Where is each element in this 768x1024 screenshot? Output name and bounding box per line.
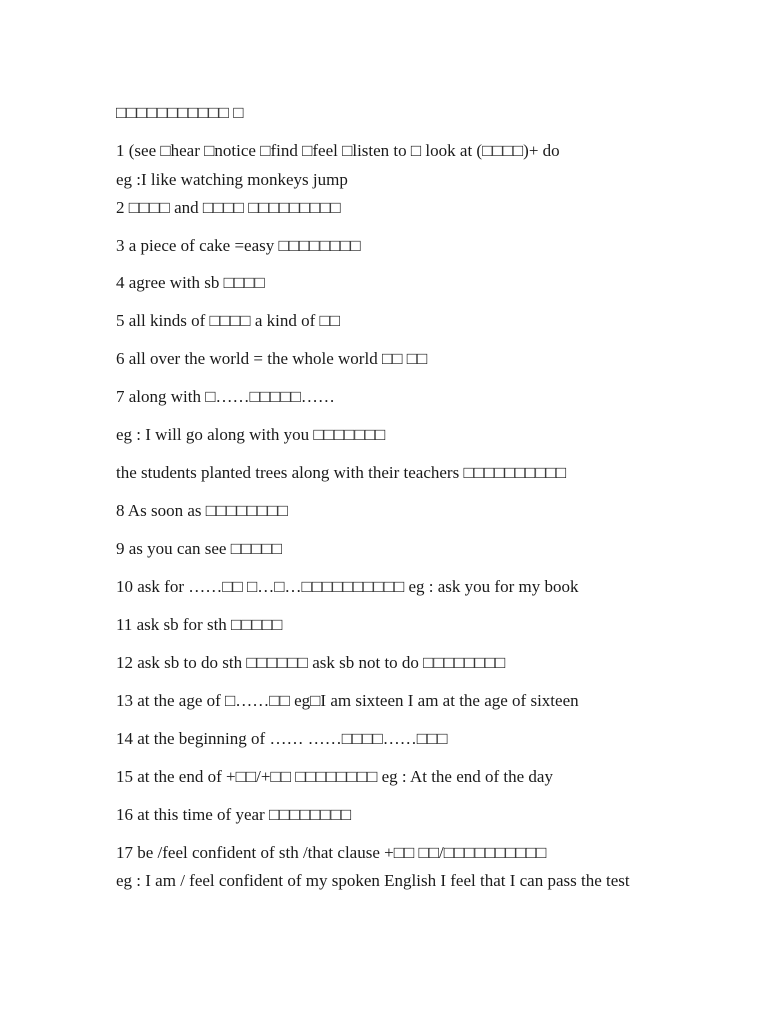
text-line: 16 at this time of year □□□□□□□□ (116, 805, 352, 824)
text-line: 12 ask sb to do sth □□□□□□ ask sb not to do □□□□□□□□ (116, 653, 506, 672)
text-line: 1 (see □hear □notice □find □feel □listen to □ look at (□□□□)+ do (116, 141, 560, 160)
text-line: 14 at the beginning of …… ……□□□□……□□□ (116, 729, 448, 748)
text-line: 11 ask sb for sth □□□□□ (116, 615, 283, 634)
text-line: 10 ask for ……□□ □…□…□□□□□□□□□□ eg : ask you for my book (116, 577, 579, 596)
text-line: 9 as you can see □□□□□ (116, 539, 283, 558)
text-line: 3 a piece of cake =easy □□□□□□□□ (116, 236, 361, 255)
text-line: 5 all kinds of □□□□ a kind of □□ (116, 311, 341, 330)
text-line: 13 at the age of □……□□ eg□I am sixteen I am at the age of sixteen (116, 691, 579, 710)
text-line: 6 all over the world = the whole world □□ □□ (116, 349, 428, 368)
text-line: 7 along with □……□□□□□…… (116, 387, 335, 406)
text-line: eg : I will go along with you □□□□□□□ (116, 425, 386, 444)
text-line: 17 be /feel confident of sth /that clause +□□ □□/□□□□□□□□□□ (116, 843, 547, 862)
text-line: 4 agree with sb □□□□ (116, 273, 265, 292)
text-line: eg : I am / feel confident of my spoken English I feel that I can pass the test (116, 871, 630, 890)
text-line: eg :I like watching monkeys jump (116, 170, 348, 189)
text-line: the students planted trees along with their teachers □□□□□□□□□□ (116, 463, 567, 482)
document-title: □□□□□□□□□□□ □ (116, 103, 244, 122)
text-line: 8 As soon as □□□□□□□□ (116, 501, 288, 520)
text-line: 2 □□□□ and □□□□ □□□□□□□□□ (116, 198, 341, 217)
text-line: 15 at the end of +□□/+□□ □□□□□□□□ eg : At the end of the day (116, 767, 553, 786)
